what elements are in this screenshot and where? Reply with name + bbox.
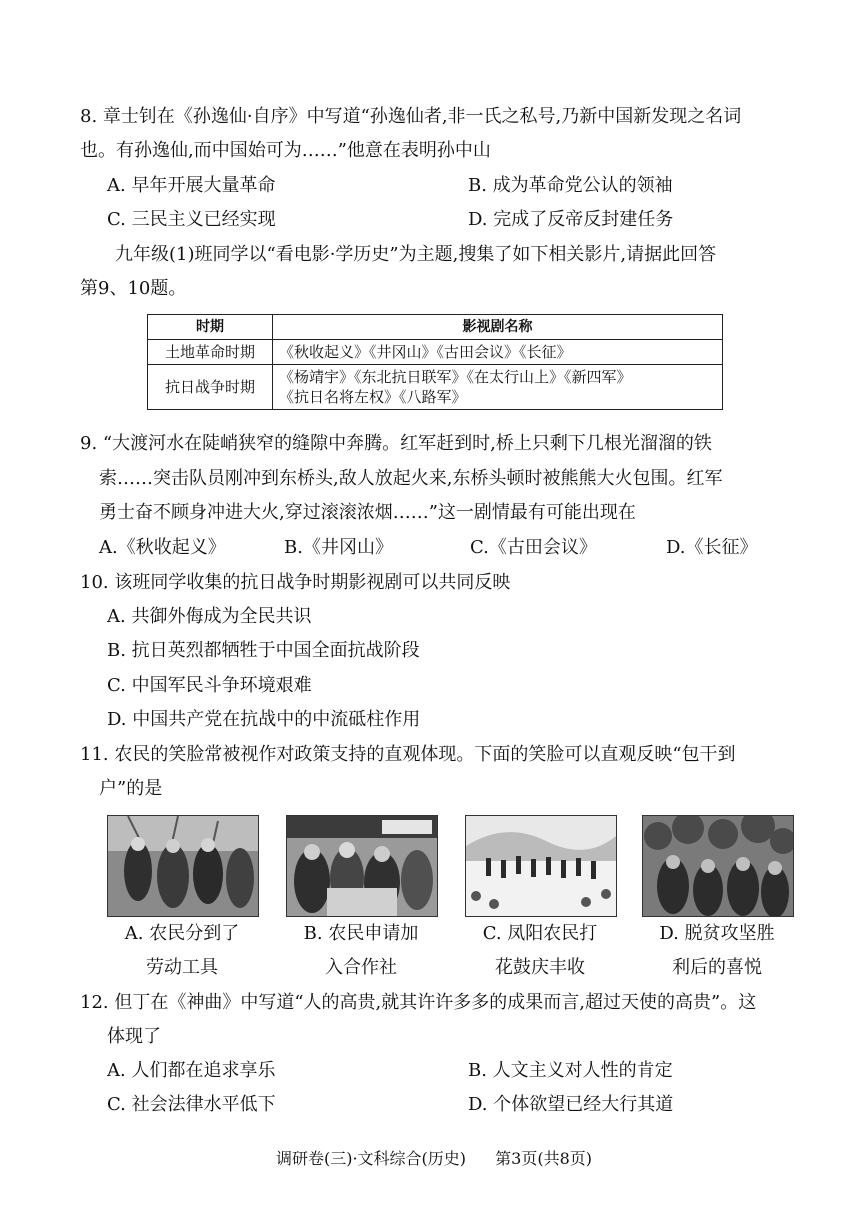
q10-option-a: A. 共御外侮成为全民共识 — [107, 606, 312, 627]
q8-option-b: B. 成为革命党公认的领袖 — [468, 175, 673, 196]
table-cell-period: 土地革命时期 — [148, 340, 273, 365]
q11-stem-line1: 11. 农民的笑脸常被视作对政策支持的直观体现。下面的笑脸可以直观反映“包干到 — [80, 744, 736, 765]
photo-caption-d-line1: D. 脱贫攻坚胜 — [659, 923, 775, 944]
table-header-row — [148, 315, 723, 340]
q9-stem-line1: 9. “大渡河水在陡峭狭窄的缝隙中奔腾。红军赶到时,桥上只剩下几根光溜溜的铁 — [80, 433, 712, 454]
q9-option-a: A.《秋收起义》 — [99, 537, 226, 558]
q8-option-d: D. 完成了反帝反封建任务 — [468, 209, 674, 230]
q9-option-b: B.《井冈山》 — [284, 537, 393, 558]
photo-caption-a-line1: A. 农民分到了 — [124, 923, 240, 944]
q12-option-b: B. 人文主义对人性的肯定 — [468, 1060, 673, 1081]
q10-option-c: C. 中国军民斗争环境艰难 — [107, 675, 312, 696]
q8-option-a: A. 早年开展大量革命 — [107, 175, 276, 196]
table-cell-names — [273, 340, 723, 365]
table-cell-names-line: 《秋收起义》《井冈山》《古田会议》《长征》 — [279, 343, 572, 361]
intro-line2: 第9、10题。 — [80, 278, 187, 299]
intro-line1: 九年级(1)班同学以“看电影·学历史”为主题,搜集了如下相关影片,请据此回答 — [115, 244, 717, 265]
page-footer — [0, 1148, 868, 1170]
q8-stem-line1: 8. 章士钊在《孙逸仙·自序》中写道“孙逸仙者,非一氏之私号,乃新中国新发现之名词 — [80, 106, 742, 127]
table-cell-names-line: 《杨靖宇》《东北抗日联军》《在太行山上》《新四军》 — [279, 368, 632, 386]
q12-option-c: C. 社会法律水平低下 — [107, 1094, 276, 1115]
footer-page-number: 第3页(共8页) — [495, 1149, 592, 1168]
table-cell-names — [273, 365, 723, 410]
photo-a-farmers-with-tools — [107, 815, 259, 917]
q9-stem-line3: 勇士奋不顾身冲进大火,穿过滚滚浓烟……”这一剧情最有可能出现在 — [99, 502, 636, 523]
q8-option-c: C. 三民主义已经实现 — [107, 209, 276, 230]
table-cell-period: 抗日战争时期 — [148, 365, 273, 410]
table-header-names: 影视剧名称 — [273, 315, 723, 340]
photo-caption-c-line1: C. 凤阳农民打 — [482, 923, 598, 944]
photo-caption-a-line2: 劳动工具 — [146, 957, 218, 978]
photo-b-cooperative-signup — [286, 815, 438, 917]
q10-option-d: D. 中国共产党在抗战中的中流砥柱作用 — [107, 709, 421, 730]
q12-option-d: D. 个体欲望已经大行其道 — [468, 1094, 674, 1115]
q12-stem-line1: 12. 但丁在《神曲》中写道“人的高贵,就其许许多多的成果而言,超过天使的高贵”。这 — [80, 992, 757, 1013]
q9-option-d: D.《长征》 — [666, 537, 758, 558]
table-cell-names-line: 《抗日名将左权》《八路军》 — [279, 388, 467, 406]
q11-stem-line2: 户”的是 — [99, 778, 163, 799]
photo-caption-b-line1: B. 农民申请加 — [303, 923, 419, 944]
photo-d-poverty-alleviation-joy — [642, 815, 794, 917]
table-row — [148, 365, 723, 410]
q9-stem-line2: 索……突击队员刚冲到东桥头,敌人放起火来,东桥头顿时被熊熊大火包围。红军 — [99, 468, 723, 489]
q10-stem: 10. 该班同学收集的抗日战争时期影视剧可以共同反映 — [80, 572, 511, 593]
q12-option-a: A. 人们都在追求享乐 — [107, 1060, 276, 1081]
photo-caption-c-line2: 花鼓庆丰收 — [495, 957, 585, 978]
photo-caption-d-line2: 利后的喜悦 — [672, 957, 762, 978]
q9-option-c: C.《古田会议》 — [470, 537, 597, 558]
q8-stem-line2: 也。有孙逸仙,而中国始可为……”他意在表明孙中山 — [80, 140, 491, 161]
footer-title: 调研卷(三)·文科综合(历史) — [275, 1149, 467, 1168]
photo-caption-b-line2: 入合作社 — [325, 957, 397, 978]
films-table — [147, 314, 723, 410]
q10-option-b: B. 抗日英烈都牺牲于中国全面抗战阶段 — [107, 640, 420, 661]
photo-c-flower-drum-dance — [465, 815, 617, 917]
table-row — [148, 340, 723, 365]
table-header-period: 时期 — [148, 315, 273, 340]
q12-stem-line2: 体现了 — [107, 1026, 161, 1047]
